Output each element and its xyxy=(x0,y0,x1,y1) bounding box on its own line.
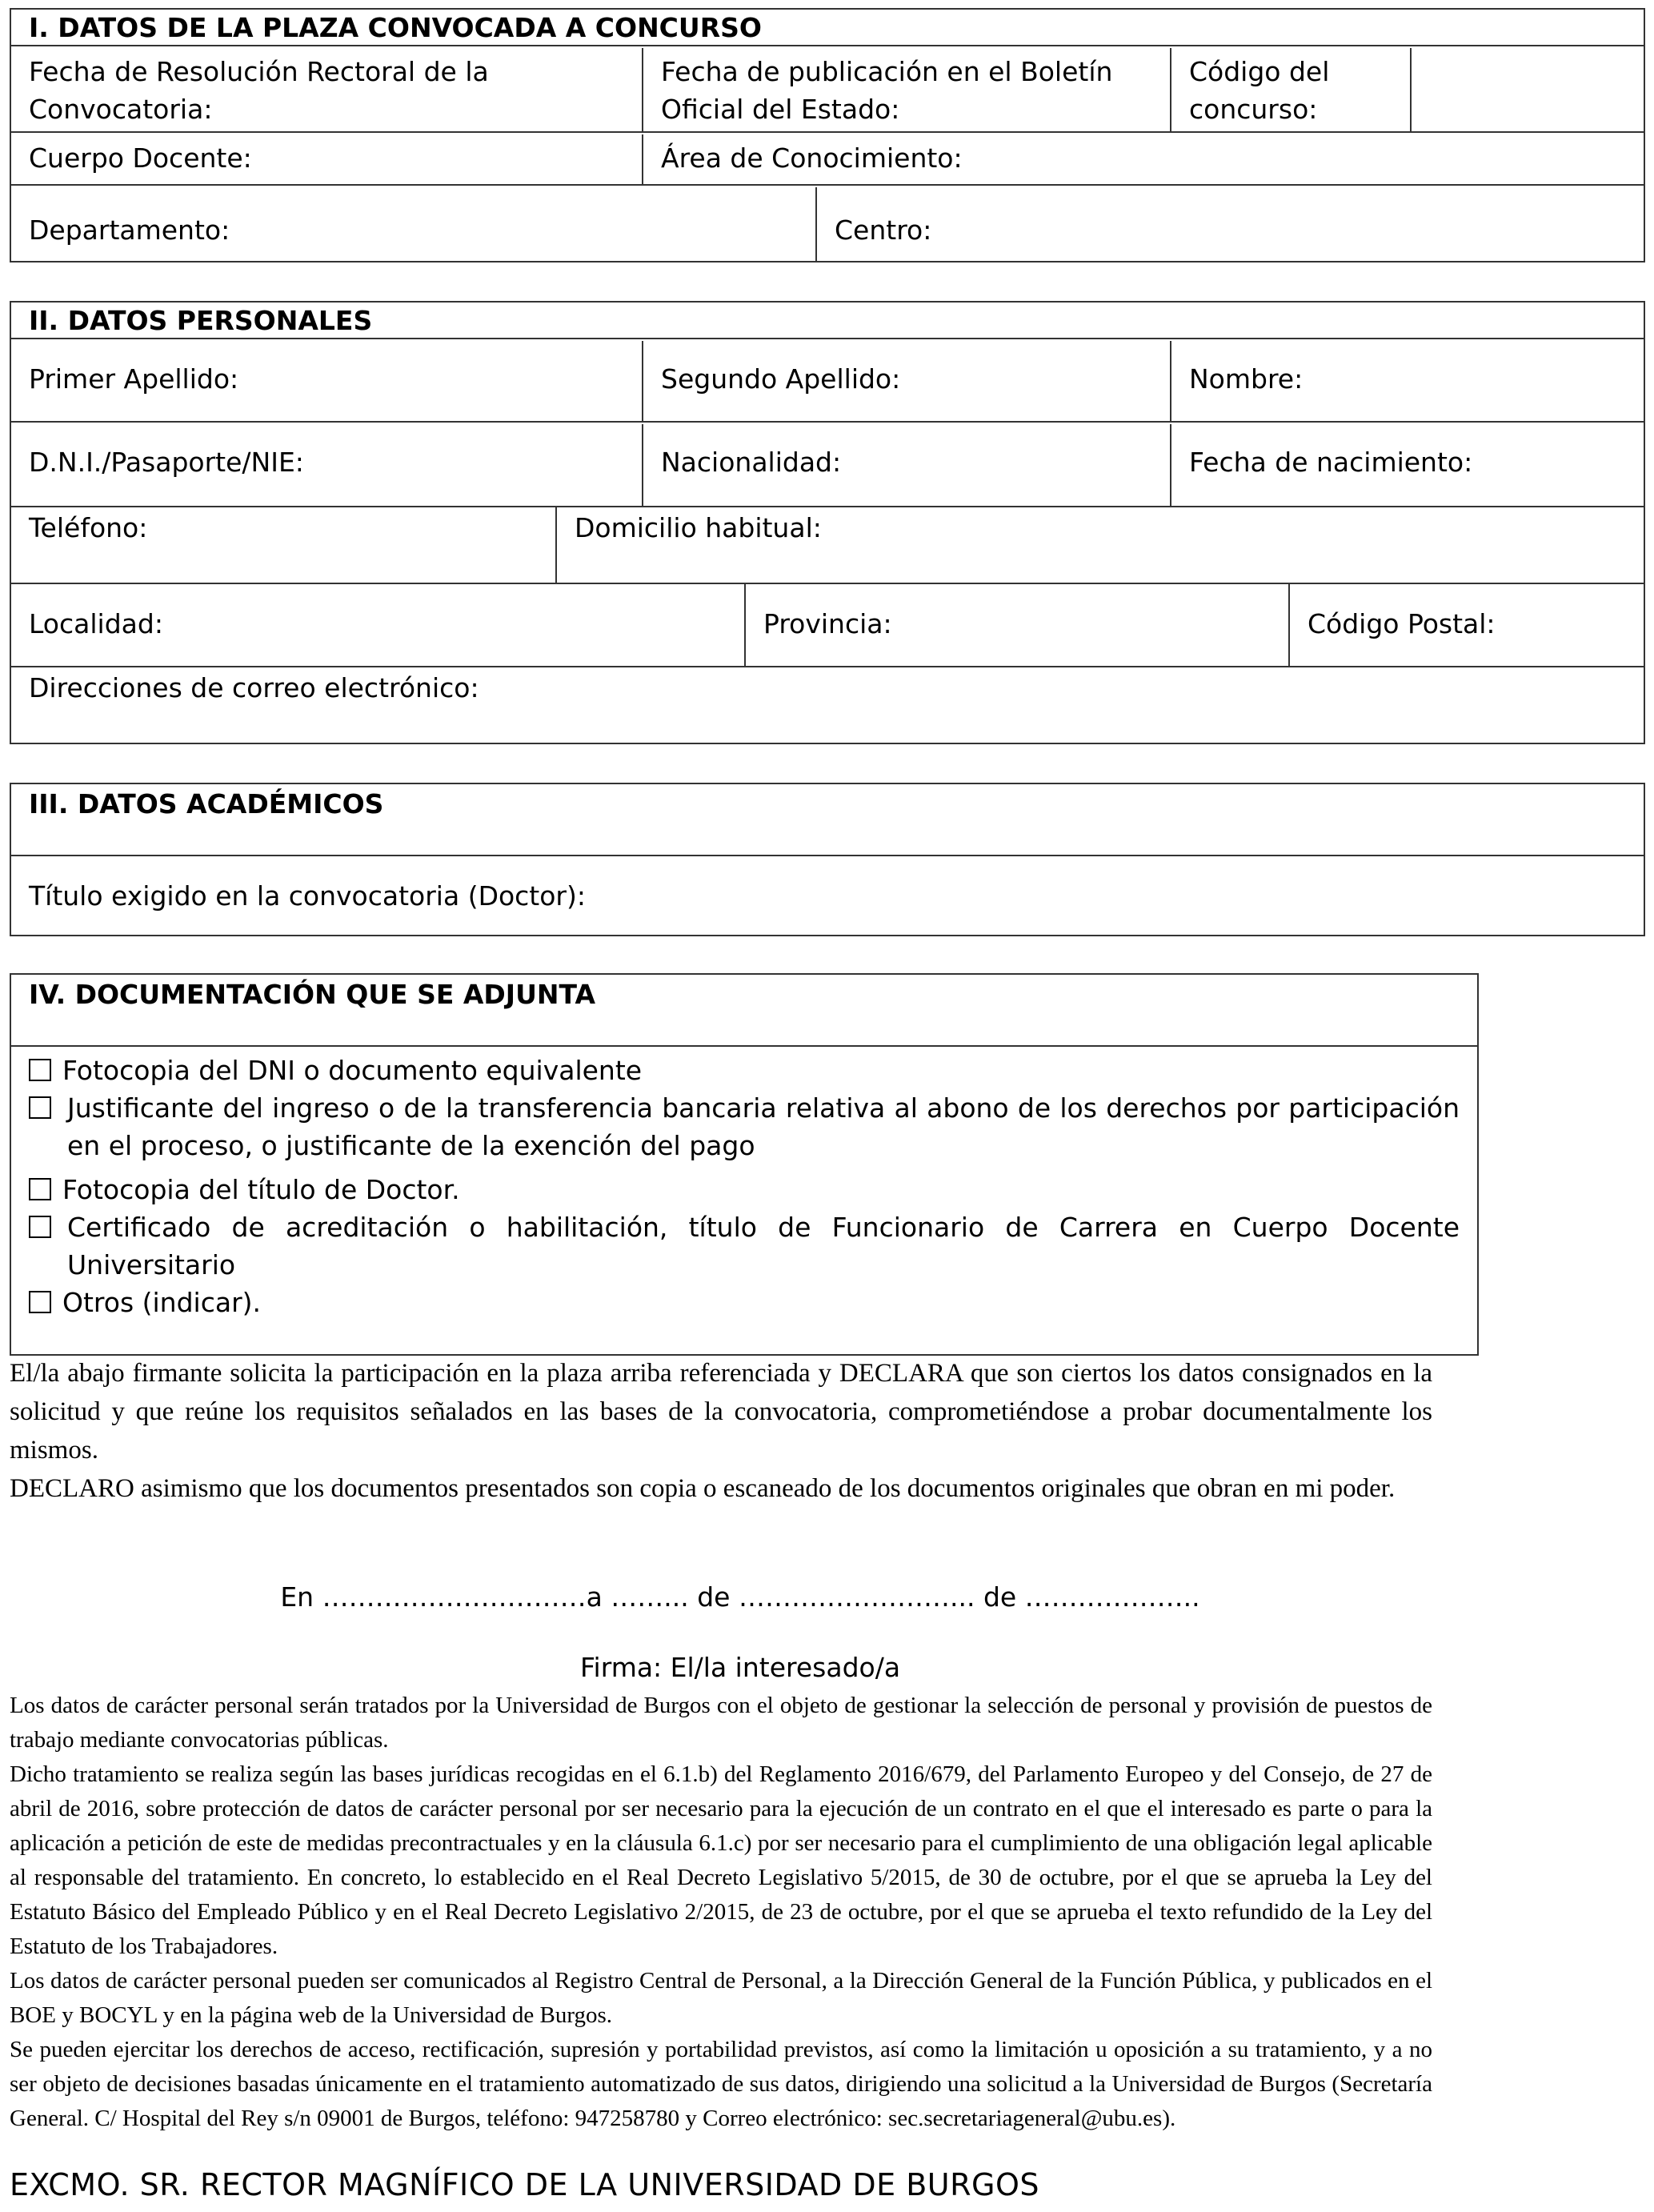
provincia-field[interactable]: Provincia: xyxy=(746,584,1290,667)
declaration-paragraph-2: DECLARO asimismo que los documentos presentados son copia o escaneado de los documentos originales que obran en mi poder. xyxy=(10,1474,1396,1503)
section-2-heading: II. DATOS PERSONALES xyxy=(11,303,1644,339)
section-4-heading: IV. DOCUMENTACIÓN QUE SE ADJUNTA xyxy=(11,975,1477,1047)
checkbox[interactable] xyxy=(29,1178,51,1200)
dni-field[interactable]: D.N.I./Pasaporte/NIE: xyxy=(11,424,643,506)
segundo-apellido-field[interactable]: Segundo Apellido: xyxy=(643,341,1171,423)
declaration-paragraph-1: El/la abajo firmante solicita la participación en la plaza arriba referenciada y DECLARA que son ciertos los datos consignados en la solicitud y que reúne los requisitos señalados en las bases de la convocatoria, comprometiéndose a probar documentalmente los mismos. xyxy=(10,1359,1432,1465)
area-conocimiento-field[interactable]: Área de Conocimiento: xyxy=(643,134,1644,186)
fecha-resolucion-field[interactable]: Fecha de Resolución Rectoral de la Convocatoria: xyxy=(11,48,643,133)
checklist-item-justificante[interactable] xyxy=(29,1089,1460,1164)
checklist-item-titulo-doctor[interactable] xyxy=(29,1171,1460,1208)
privacy-paragraph-3: Los datos de carácter personal pueden ser comunicados al Registro Central de Personal, a la Dirección General de la Función Pública, y publicados en el BOE y BOCYL y en la página web de la Universidad de Burgos. xyxy=(10,1968,1432,2028)
section-1-grid xyxy=(10,8,1645,262)
checklist-label: Fotocopia del título de Doctor. xyxy=(62,1174,460,1205)
checkbox[interactable] xyxy=(29,1096,51,1119)
titulo-exigido-field[interactable]: Título exigido en la convocatoria (Doctor): xyxy=(29,880,586,912)
checkbox[interactable] xyxy=(29,1059,51,1081)
nacionalidad-field[interactable]: Nacionalidad: xyxy=(643,424,1171,506)
checklist-label: Certificado de acreditación o habilitación, título de Funcionario de Carrera en Cuerpo Docente Universitario xyxy=(67,1212,1460,1280)
codigo-concurso-value[interactable] xyxy=(1412,48,1644,133)
telefono-field[interactable]: Teléfono: xyxy=(11,506,557,584)
privacy-notice xyxy=(10,1689,1432,2136)
signature-label: Firma: El/la interesado/a xyxy=(579,1652,901,1683)
documents-checklist xyxy=(11,1047,1477,1321)
checklist-item-dni[interactable] xyxy=(29,1052,1460,1089)
checklist-label: Fotocopia del DNI o documento equivalente xyxy=(62,1055,643,1086)
checkbox[interactable] xyxy=(29,1291,51,1313)
primer-apellido-field[interactable]: Primer Apellido: xyxy=(11,341,643,423)
fecha-nacimiento-field[interactable]: Fecha de nacimiento: xyxy=(1189,447,1473,478)
departamento-field[interactable]: Departamento: xyxy=(11,187,817,261)
section-2-grid xyxy=(10,301,1645,744)
correo-field[interactable]: Direcciones de correo electrónico: xyxy=(29,672,479,703)
checklist-item-otros[interactable] xyxy=(29,1284,1460,1321)
privacy-paragraph-1: Los datos de carácter personal serán tratados por la Universidad de Burgos con el objeto de gestionar la selección de personal y provisión de puestos de trabajo mediante convocatorias públicas. xyxy=(10,1693,1432,1753)
codigo-concurso-label: Código del concurso: xyxy=(1171,48,1412,133)
localidad-field[interactable]: Localidad: xyxy=(11,584,746,667)
checklist-label: Otros (indicar). xyxy=(62,1287,261,1318)
cuerpo-docente-field[interactable]: Cuerpo Docente: xyxy=(11,134,643,186)
checkbox[interactable] xyxy=(29,1216,51,1238)
section-1-heading: I. DATOS DE LA PLAZA CONVOCADA A CONCURSO xyxy=(11,10,1644,46)
codigo-postal-field[interactable]: Código Postal: xyxy=(1290,584,1644,667)
section-3-heading: III. DATOS ACADÉMICOS xyxy=(11,784,1644,856)
privacy-paragraph-2: Dicho tratamiento se realiza según las bases jurídicas recogidas en el 6.1.b) del Reglamento 2016/679, del Parlamento Europeo y del Consejo, de 27 de abril de 2016, sobre protección de datos de carácter personal por ser necesario para la ejecución de un contrato en el que el interesado es parte o para la aplicación a petición de este de medidas precontractuales y en la cláusula 6.1.c) por ser necesario para el cumplimiento de una obligación legal aplicable al responsable del tratamiento. En concreto, lo establecido en el Real Decreto Legislativo 5/2015, de 30 de octubre, por el que se aprueba la Ley del Estatuto Básico del Empleado Público y en el Real Decreto Legislativo 2/2015, de 23 de octubre, por el que se aprueba el texto refundido de la Ley del Estatuto de los Trabajadores. xyxy=(10,1761,1432,1959)
section-4-box xyxy=(10,973,1479,1356)
checklist-label: Justificante del ingreso o de la transferencia bancaria relativa al abono de los derechos por participación en el proceso, o justificante de la exención del pago xyxy=(67,1092,1460,1161)
place-date-line: En …………………………a ……... de ……………………... de ……………….. xyxy=(280,1581,1200,1613)
checklist-item-certificado[interactable] xyxy=(29,1208,1460,1284)
declaration-text xyxy=(10,1354,1432,1508)
fecha-publicacion-field[interactable]: Fecha de publicación en el Boletín Oficial del Estado: xyxy=(643,48,1171,133)
centro-field[interactable]: Centro: xyxy=(835,214,932,246)
nombre-field[interactable]: Nombre: xyxy=(1171,341,1644,423)
domicilio-field[interactable]: Domicilio habitual: xyxy=(557,506,1644,584)
section-3-grid xyxy=(10,783,1645,936)
privacy-paragraph-4: Se pueden ejercitar los derechos de acceso, rectificación, supresión y portabilidad previstos, así como la limitación u oposición a su tratamiento, y a no ser objeto de decisiones basadas únicamente en el tratamiento automatizado de sus datos, dirigiendo una solicitud a la Universidad de Burgos (Secretaría General. C/ Hospital del Rey s/n 09001 de Burgos, teléfono: 947258780 y Correo electrónico: sec.secretariageneral@ubu.es). xyxy=(10,2037,1432,2131)
addressee: EXCMO. SR. RECTOR MAGNÍFICO DE LA UNIVERSIDAD DE BURGOS xyxy=(10,2167,1039,2202)
